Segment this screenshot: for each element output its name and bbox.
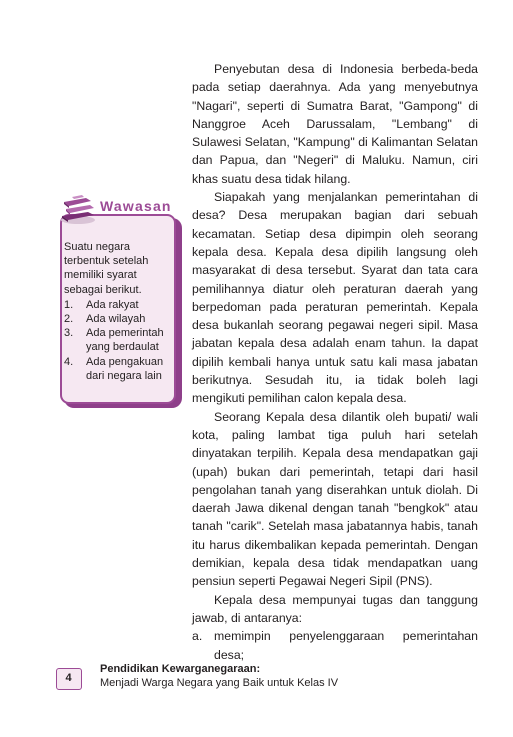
body-paragraph: Siapakah yang menjalankan pemerintahan di desa? Desa merupakan bagian dari sebuah kecamatan. Setiap desa dipimpin oleh seorang kepala desa. Kepala desa dipilih langsung oleh masyarakat di desa tersebut. Syarat dan tata cara pemilihannya diatur oleh peraturan daerah yang berpedoman pada peraturan pemerintah. Kepala desa bukanlah seorang pegawai negeri sipil. Masa jabatan kepala desa adalah enam tahun. Ia dapat dipilih kembali hanya untuk satu kali masa jabatan berikutnya. Sesudah itu, ia tidak boleh lagi mengikuti pemilihan calon kepala desa. [192,190,478,406]
body-paragraph: Seorang Kepala desa dilantik oleh bupati/ wali kota, paling lambat tiga puluh hari setelah dinyatakan terpilih. Kepala desa mendapatkan gaji (upah) bukan dari pemerintah, tetapi dari hasil pengolahan tanah yang diserahkan untuk diolah. Di daerah Jawa dikenal dengan tanah "bengkok" atau tanah "carik". Setelah masa jabatannya habis, tanah itu harus dikembalikan kepada pemerintah. Dengan demikian, kepala desa tidak mendapatkan uang pensiun seperti Pegawai Negeri Sipil (PNS). [192,409,478,589]
duties-item-text: memimpin penyelenggaraan pemerintahan desa; [214,629,478,662]
page-number: 4 [65,672,72,684]
main-text-column [192,60,478,664]
wawasan-item-text: Ada rakyat [86,298,139,311]
wawasan-box [58,192,182,412]
wawasan-item-number: 3. [64,327,74,340]
wawasan-item-text: Ada wilayah [86,313,146,326]
wawasan-item-number: 2. [64,313,74,326]
wawasan-header [58,192,182,226]
wawasan-intro: Suatu negara terbentuk setelah memiliki syarat sebagai berikut. [64,241,149,296]
wawasan-item [64,355,172,383]
wawasan-item-number: 4. [64,355,74,368]
books-stack-icon [58,192,98,226]
duties-list [192,627,478,664]
wawasan-item-text: Ada pengakuan dari negara lain [86,355,164,382]
body-paragraph: Kepala desa mempunyai tugas dan tanggung jawab, di antaranya: [192,592,478,625]
duties-item-label: a. [192,629,203,644]
wawasan-item [64,326,172,354]
wawasan-list [64,298,172,383]
book-subtitle: Menjadi Warga Negara yang Baik untuk Kelas IV [100,677,339,689]
wawasan-title: Wawasan [100,198,172,214]
page-number-box [56,668,82,690]
wawasan-item [64,312,172,326]
wawasan-item-number: 1. [64,298,74,311]
book-title: Pendidikan Kewarganegaraan: [100,663,261,675]
wawasan-item-text: Ada pemerintah yang berdaulat [86,327,164,354]
duties-list-item [192,627,478,664]
wawasan-body [64,240,172,383]
wawasan-item [64,298,172,312]
page-footer [56,663,476,693]
body-paragraph: Penyebutan desa di Indonesia berbeda-beda pada setiap daerahnya. Ada yang menyebutnya "Nagari", seperti di Sumatra Barat, "Gampong" di Nanggroe Aceh Darussalam, "Lembang" di Sulawesi Selatan, "Kampung" di Kalimantan Selatan dan Papua, dan "Negeri" di Maluku. Namun, ciri khas suatu desa tidak hilang. [192,62,478,186]
